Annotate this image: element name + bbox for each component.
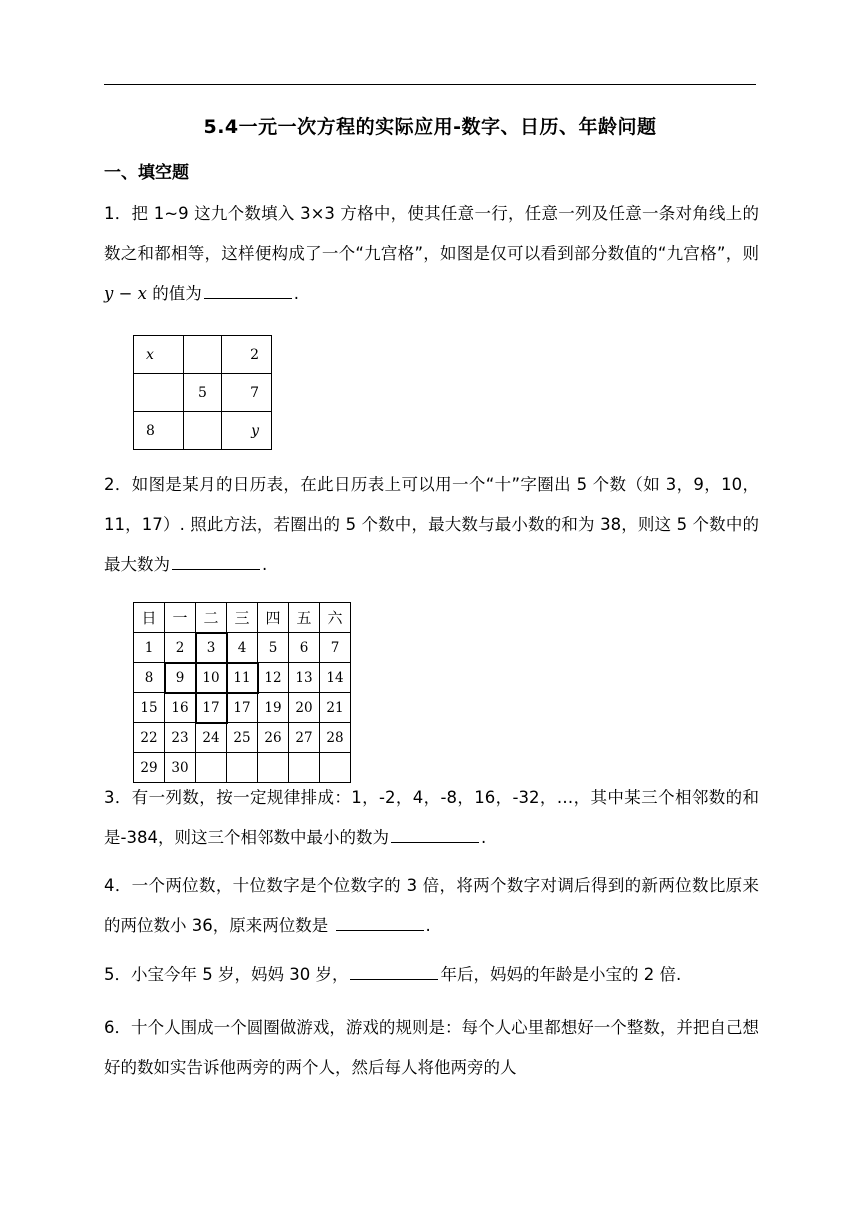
question-1-suffix: 的值为	[146, 284, 202, 303]
question-4-text: 4．一个两位数，十位数字是个位数字的 3 倍，将两个数字对调后得到的新两位数比原来的两位数小 36，原来两位数是	[104, 876, 759, 935]
calendar-header: 四	[258, 603, 289, 633]
question-3-period: .	[480, 828, 487, 847]
answer-blank[interactable]	[204, 280, 292, 299]
magic-cell	[134, 374, 184, 412]
calendar-cell: 20	[289, 693, 320, 723]
calendar-cell: 28	[320, 723, 351, 753]
calendar-cell: 15	[134, 693, 165, 723]
calendar-cell: 2	[165, 633, 196, 663]
calendar-cell: 8	[134, 663, 165, 693]
calendar-cell: 21	[320, 693, 351, 723]
magic-cell: 7	[222, 374, 272, 412]
question-5	[104, 955, 759, 995]
calendar-cell: 29	[134, 753, 165, 783]
magic-cell	[184, 336, 222, 374]
calendar-header: 五	[289, 603, 320, 633]
question-6	[104, 1008, 759, 1088]
calendar-cell: 30	[165, 753, 196, 783]
calendar-cell: 1	[134, 633, 165, 663]
question-4	[104, 866, 759, 946]
answer-blank[interactable]	[172, 551, 260, 570]
calendar-cell: 23	[165, 723, 196, 753]
calendar-cell-highlighted: 9	[165, 663, 196, 693]
question-2-period: .	[262, 555, 268, 574]
question-1	[104, 194, 759, 314]
question-2-text: 2．如图是某月的日历表，在此日历表上可以用一个“十”字圈出 5 个数（如 3，9，10，11，17）. 照此方法，若圈出的 5 个数中，最大数与最小数的和为 38，则这 5 个数中的最大数为	[104, 475, 759, 574]
question-3-text: 3．有一列数，按一定规律排成：1，-2，4，-8，16，-32，…，其中某三个相邻数的和是-384，则这三个相邻数中最小的数为	[104, 788, 759, 847]
calendar-cell: 25	[227, 723, 258, 753]
calendar-cell: 19	[258, 693, 289, 723]
calendar-cell-highlighted: 10	[196, 663, 227, 693]
question-1-text: 1．把 1~9 这九个数填入 3×3 方格中，使其任意一行，任意一列及任意一条对角线上的数之和都相等，这样便构成了一个“九宫格”，如图是仅可以看到部分数值的“九宫格”，则	[104, 204, 759, 263]
question-3	[104, 778, 759, 858]
calendar-cell: 4	[227, 633, 258, 663]
question-1-expression: y − x	[104, 284, 147, 303]
page-title: 5.4一元一次方程的实际应用-数字、日历、年龄问题	[203, 116, 657, 138]
question-5-suffix: 年后，妈妈的年龄是小宝的 2 倍.	[440, 965, 682, 984]
question-6-text: 6．十个人围成一个圆圈做游戏，游戏的规则是：每个人心里都想好一个整数，并把自己想好的数如实告诉他两旁的两个人，然后每人将他两旁的人	[104, 1018, 759, 1077]
magic-cell: 5	[184, 374, 222, 412]
answer-blank[interactable]	[336, 912, 424, 931]
question-4-period: .	[425, 916, 431, 935]
calendar-header: 三	[227, 603, 258, 633]
calendar-cell-highlighted: 17	[196, 693, 227, 723]
calendar-cell: 16	[165, 693, 196, 723]
calendar-cell: 26	[258, 723, 289, 753]
magic-cell: y	[222, 412, 272, 450]
calendar-cell: 14	[320, 663, 351, 693]
question-2	[104, 465, 759, 585]
calendar-cell: 24	[196, 723, 227, 753]
calendar-cell-highlighted: 3	[196, 633, 227, 663]
magic-cell	[184, 412, 222, 450]
answer-blank[interactable]	[350, 961, 438, 980]
header-rule	[104, 84, 756, 85]
magic-cell: x	[134, 336, 184, 374]
section-heading: 一、填空题	[104, 163, 189, 183]
calendar-grid	[133, 602, 351, 783]
calendar-header: 二	[196, 603, 227, 633]
calendar-cell: 5	[258, 633, 289, 663]
calendar-cell: 6	[289, 633, 320, 663]
calendar-cell: 17	[227, 693, 258, 723]
calendar-header: 一	[165, 603, 196, 633]
calendar-cell: 13	[289, 663, 320, 693]
calendar-cell: 27	[289, 723, 320, 753]
answer-blank[interactable]	[391, 824, 479, 843]
question-5-text: 5．小宝今年 5 岁，妈妈 30 岁，	[104, 965, 349, 984]
magic-cell: 2	[222, 336, 272, 374]
calendar-cell: 22	[134, 723, 165, 753]
magic-cell: 8	[134, 412, 184, 450]
magic-square-grid	[133, 335, 272, 450]
calendar-cell: 12	[258, 663, 289, 693]
calendar-cell-highlighted: 11	[227, 663, 258, 693]
calendar-header: 日	[134, 603, 165, 633]
calendar-header: 六	[320, 603, 351, 633]
calendar-cell: 7	[320, 633, 351, 663]
question-1-period: .	[293, 284, 299, 303]
